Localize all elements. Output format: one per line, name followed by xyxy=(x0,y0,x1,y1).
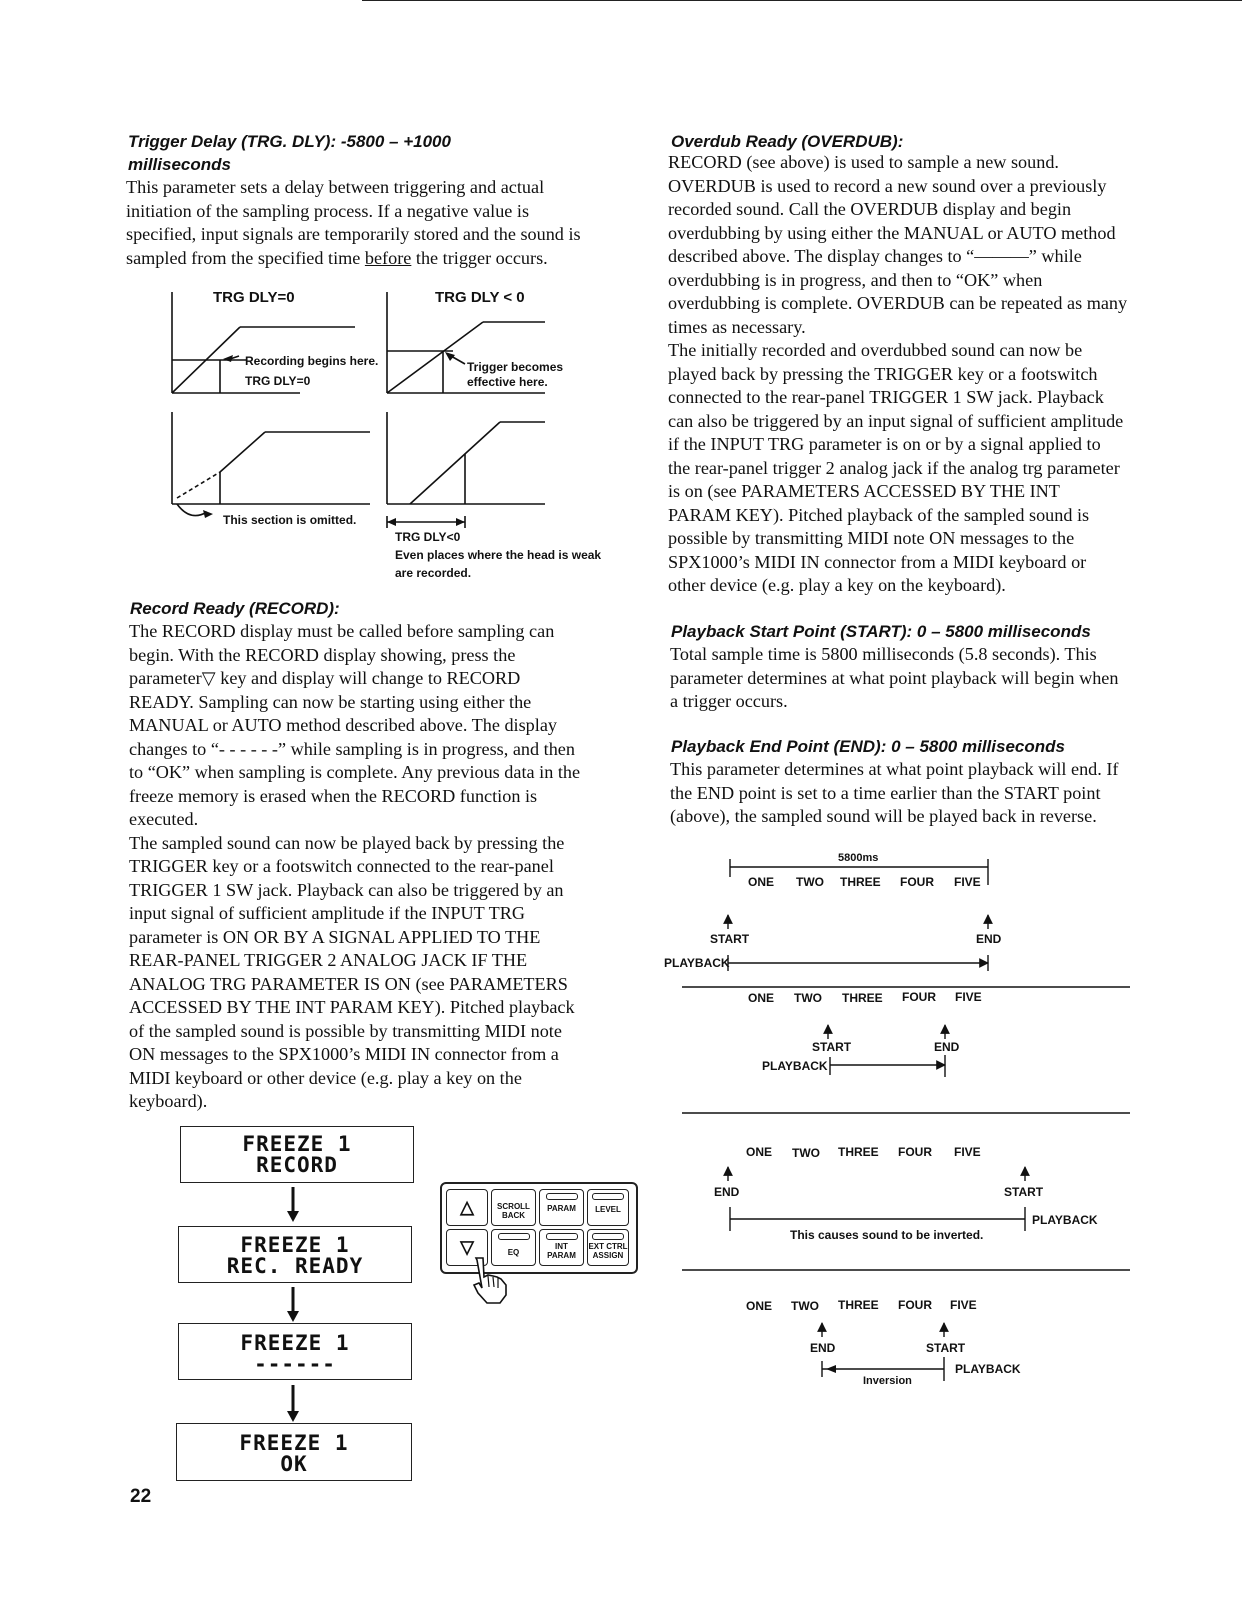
text-line: OVERDUB is used to record a new sound over a previously xyxy=(668,175,1107,196)
text-line: keyboard). xyxy=(129,1091,208,1111)
label-section-omitted: This section is omitted. xyxy=(223,513,357,527)
text-line: This parameter determines at what point playback will end. If xyxy=(670,759,1119,779)
text-line: possible by transmitting MIDI note ON messages to the xyxy=(668,528,1075,548)
key-label: EQ xyxy=(507,1248,520,1257)
playback-point-diagram xyxy=(660,845,1140,1390)
word-five: FIVE xyxy=(950,1298,977,1312)
text-line: overdubbing is complete. OVERDUB can be repeated as many xyxy=(668,293,1128,313)
text-line: executed. xyxy=(129,809,199,829)
text-line: The initially recorded and overdubbed sound can now be xyxy=(668,340,1083,360)
text-line: ACCESSED BY THE INT PARAM KEY). Pitched playback xyxy=(129,997,575,1017)
word-two: TWO xyxy=(791,1299,819,1313)
text-line: Total sample time is 5800 milliseconds (5.8 seconds). This xyxy=(670,644,1097,664)
label-start: START xyxy=(710,932,750,946)
text-line: played back by pressing the TRIGGER key or a footswitch xyxy=(668,363,1098,384)
text-line: MIDI keyboard or other device (e.g. play a key on the xyxy=(129,1067,522,1088)
text-line: ANALOG TRG PARAMETER IS ON (see PARAMETERS xyxy=(129,973,568,994)
label-end: END xyxy=(714,1185,740,1199)
text-line: initiation of the sampling process. If a negative value is xyxy=(126,200,530,221)
lcd-line2: OK xyxy=(280,1452,308,1476)
word-four: FOUR xyxy=(898,1145,932,1159)
text-line: MANUAL or AUTO method described above. The display xyxy=(129,715,557,735)
word-two: TWO xyxy=(794,991,822,1005)
label-end: END xyxy=(810,1341,836,1355)
label-end: END xyxy=(976,932,1002,946)
text-line: a trigger occurs. xyxy=(670,691,788,711)
start-point-text xyxy=(670,643,1160,714)
text-line: PARAM KEY). Pitched playback of the sampled sound is xyxy=(668,504,1090,525)
text-line: TRIGGER 1 SW jack. Playback can also be triggered by an xyxy=(129,879,564,900)
label-even-places-1: Even places where the head is weak xyxy=(395,548,602,562)
top-rule xyxy=(362,0,1242,1)
text-line: specified, input signals are temporarily stored and the sound is xyxy=(126,224,581,244)
label-effective-here: effective here. xyxy=(467,375,548,389)
label-inverted-note: This causes sound to be inverted. xyxy=(790,1228,984,1242)
down-arrow-icon xyxy=(283,1383,303,1425)
word-four: FOUR xyxy=(900,875,934,889)
text-line: overdubbing by using either the MANUAL or AUTO method xyxy=(668,222,1116,243)
word-five: FIVE xyxy=(954,875,981,889)
down-arrow-icon xyxy=(283,1285,303,1325)
param-key[interactable] xyxy=(539,1189,584,1226)
label-trg-dly-neg-small: TRG DLY<0 xyxy=(395,530,461,544)
lcd-line1: FREEZE 1 xyxy=(240,1331,350,1355)
text-line: The RECORD display must be called before sampling can xyxy=(129,621,555,641)
text-line: times as necessary. xyxy=(668,316,806,337)
word-three: THREE xyxy=(840,875,881,889)
text-line: recorded sound. Call the OVERDUB display and begin xyxy=(668,199,1072,219)
text-line: can also be triggered by an input signal of sufficient amplitude xyxy=(668,410,1124,431)
word-one: ONE xyxy=(748,991,775,1005)
text-line: is on (see PARAMETERS ACCESSED BY THE INT xyxy=(668,481,1060,501)
trigger-delay-heading-line2: milliseconds xyxy=(128,155,231,174)
text-line: the rear-panel trigger 2 analog jack if the analog trg parameter xyxy=(668,457,1120,478)
lcd-line2: ------ xyxy=(254,1352,336,1376)
lcd-display-sampling xyxy=(178,1323,412,1380)
key-led xyxy=(546,1233,578,1240)
text-line: the END point is set to a time earlier than the START point xyxy=(670,782,1101,803)
text-line: of the sampled sound is possible by transmitting MIDI note xyxy=(129,1020,562,1041)
word-five: FIVE xyxy=(955,990,982,1004)
key-label: SCROLL xyxy=(497,1202,530,1211)
text-line: REAR-PANEL TRIGGER 2 ANALOG JACK IF THE xyxy=(129,950,528,970)
trigger-delay-diagram xyxy=(165,282,605,587)
word-three: THREE xyxy=(838,1145,879,1159)
label-start: START xyxy=(812,1040,852,1054)
down-arrow-icon xyxy=(283,1185,303,1225)
diagram-label-trg-dly-zero: TRG DLY=0 xyxy=(213,289,295,306)
text-line: described above. The display changes to “———” while xyxy=(668,246,1082,266)
text-line: connected to the rear-panel TRIGGER 1 SW jack. Playback xyxy=(668,387,1104,407)
word-one: ONE xyxy=(746,1299,773,1313)
key-label: INT xyxy=(555,1242,568,1251)
text-line: changes to “- - - - - -” while sampling is in progress, and then xyxy=(129,738,575,759)
word-one: ONE xyxy=(748,875,775,889)
text-line: The sampled sound can now be played back by pressing the xyxy=(129,832,565,853)
lcd-line1: FREEZE 1 xyxy=(239,1431,349,1455)
text-line: parameter▽ key and display will change to RECORD xyxy=(129,668,521,688)
key-led xyxy=(592,1233,624,1240)
overdub-text xyxy=(668,151,1158,598)
text-line xyxy=(126,247,606,271)
text-line: if the INPUT TRG parameter is on or by a signal applied to xyxy=(668,434,1101,454)
lcd-line2: REC. READY xyxy=(226,1254,364,1278)
label-recording-begins: Recording begins here. xyxy=(245,354,379,368)
text-line: to “OK” when sampling is complete. Any previous data in the xyxy=(129,762,581,782)
end-point-text xyxy=(670,758,1160,829)
int-param-key[interactable] xyxy=(539,1229,584,1266)
text-line: This parameter sets a delay between triggering and actual xyxy=(126,177,545,197)
level-key[interactable] xyxy=(587,1189,629,1226)
trigger-delay-heading-line1: Trigger Delay (TRG. DLY): -5800 – +1000 xyxy=(128,132,451,151)
parameter-up-key[interactable]: △ xyxy=(446,1189,488,1226)
word-four: FOUR xyxy=(902,990,936,1004)
key-label: EXT CTRL xyxy=(588,1242,628,1251)
page-number: 22 xyxy=(130,1486,152,1507)
word-three: THREE xyxy=(838,1298,879,1312)
label-playback: PLAYBACK xyxy=(955,1362,1021,1376)
label-end: END xyxy=(934,1040,960,1054)
word-two: TWO xyxy=(796,875,824,889)
key-led xyxy=(592,1193,624,1200)
word-four: FOUR xyxy=(898,1298,932,1312)
label-total-time: 5800ms xyxy=(838,852,879,864)
graph-bottom-left xyxy=(172,412,370,516)
lcd-display-rec-ready xyxy=(178,1226,412,1283)
underlined-word: before xyxy=(364,247,412,268)
text-line: overdubbing is in progress, and then to “OK” when xyxy=(668,269,1043,290)
word-one: ONE xyxy=(746,1145,773,1159)
text-line: RECORD (see above) is used to sample a new sound. xyxy=(668,152,1059,172)
text-line: parameter determines at what point playback will begin when xyxy=(670,667,1119,688)
text-line: TRIGGER key or a footswitch connected to the rear-panel xyxy=(129,856,554,876)
word-three: THREE xyxy=(842,991,883,1005)
label-inversion: Inversion xyxy=(863,1375,912,1387)
key-led xyxy=(546,1193,578,1200)
key-label: LEVEL xyxy=(595,1205,621,1214)
ext-ctrl-assign-key[interactable] xyxy=(587,1229,629,1266)
parameter-down-key[interactable]: ▽ xyxy=(446,1229,488,1266)
label-start: START xyxy=(1004,1185,1044,1199)
lcd-line2: RECORD xyxy=(256,1153,338,1177)
label-start: START xyxy=(926,1341,966,1355)
graph-bottom-right xyxy=(387,412,545,528)
pointing-hand-icon xyxy=(470,1255,515,1307)
label-playback: PLAYBACK xyxy=(664,956,730,970)
word-two: TWO xyxy=(792,1146,820,1160)
text-line: begin. With the RECORD display showing, press the xyxy=(129,644,516,665)
text-run: sampled from the specified time xyxy=(126,247,365,268)
lcd-display-ok xyxy=(176,1423,412,1481)
key-label: PARAM xyxy=(547,1251,576,1260)
lcd-line1: FREEZE 1 xyxy=(240,1233,350,1257)
text-line: ON messages to the SPX1000’s MIDI IN connector from a xyxy=(129,1044,559,1064)
text-line: input signal of sufficient amplitude if the INPUT TRG xyxy=(129,903,526,923)
text-line: freeze memory is erased when the RECORD function is xyxy=(129,785,538,806)
text-line: (above), the sampled sound will be played back in reverse. xyxy=(670,806,1097,826)
label-playback: PLAYBACK xyxy=(762,1059,828,1073)
key-label: ASSIGN xyxy=(592,1251,624,1260)
scroll-back-key[interactable] xyxy=(491,1189,536,1226)
trigger-delay-text xyxy=(126,176,606,270)
word-five: FIVE xyxy=(954,1145,981,1159)
text-line: other device (e.g. play a key on the keyboard). xyxy=(668,575,1006,595)
label-playback: PLAYBACK xyxy=(1032,1213,1098,1227)
key-led xyxy=(498,1233,530,1240)
label-even-places-2: are recorded. xyxy=(395,566,472,580)
text-line: parameter is ON OR BY A SIGNAL APPLIED TO THE xyxy=(129,926,541,947)
record-ready-text xyxy=(129,620,609,1114)
key-label: BACK xyxy=(501,1211,526,1220)
start-point-heading: Playback Start Point (START): 0 – 5800 milliseconds xyxy=(671,622,1091,641)
text-run: the trigger occurs. xyxy=(411,247,548,268)
record-ready-heading: Record Ready (RECORD): xyxy=(130,599,340,618)
overdub-heading: Overdub Ready (OVERDUB): xyxy=(671,132,904,151)
lcd-display-record xyxy=(180,1126,414,1183)
lcd-line1: FREEZE 1 xyxy=(242,1132,352,1156)
label-trigger-becomes: Trigger becomes xyxy=(467,360,564,374)
key-label: PARAM xyxy=(547,1204,576,1213)
label-trg-dly-zero-small: TRG DLY=0 xyxy=(245,374,311,388)
text-line: SPX1000’s MIDI IN connector from a MIDI keyboard or xyxy=(668,551,1087,572)
diagram-label-trg-dly-negative: TRG DLY < 0 xyxy=(435,289,525,306)
trigger-delay-heading xyxy=(128,130,451,176)
text-line: READY. Sampling can now be starting using either the xyxy=(129,691,532,712)
end-point-heading: Playback End Point (END): 0 – 5800 milliseconds xyxy=(671,737,1065,756)
